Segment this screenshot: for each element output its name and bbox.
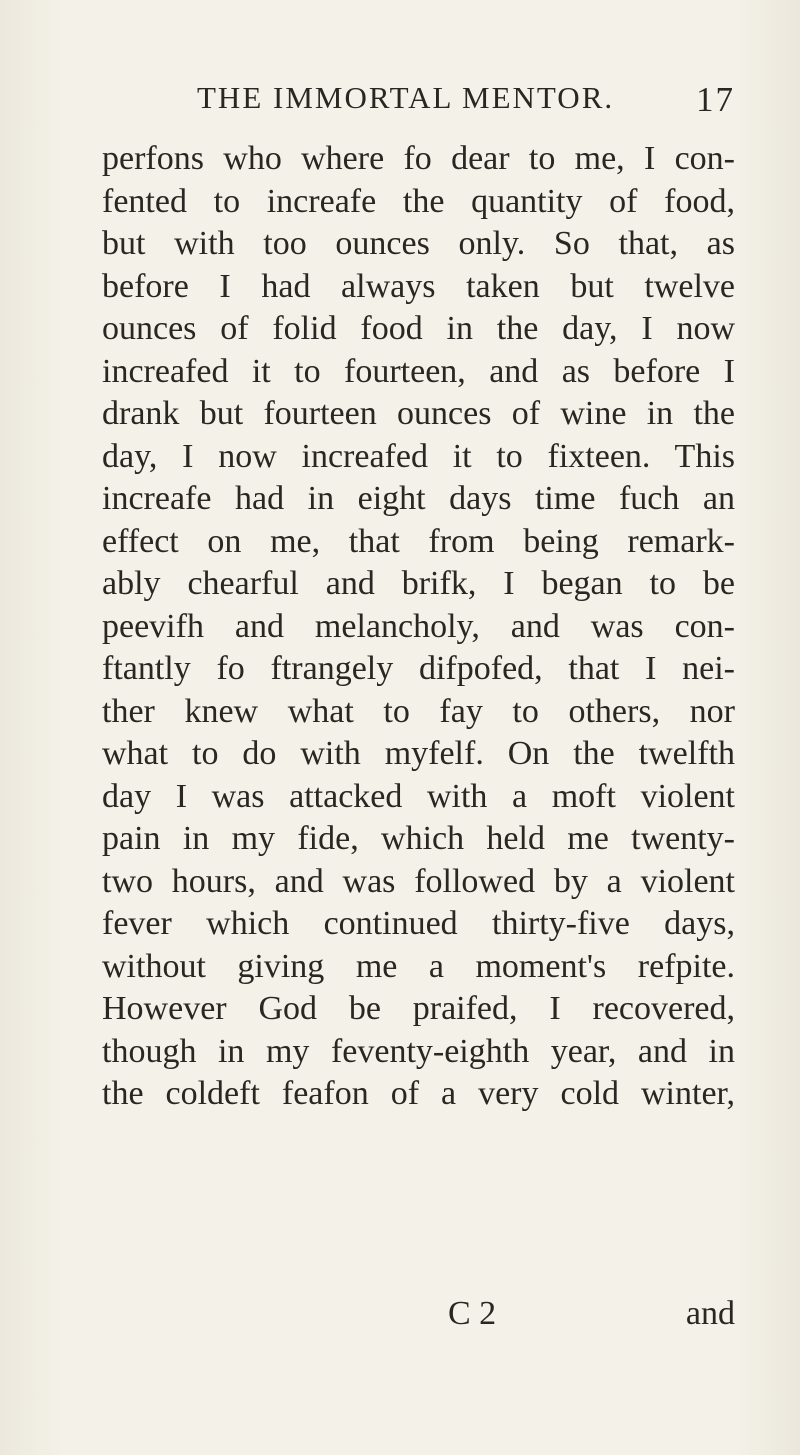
- text-line: without giving me a moment's refpite.: [102, 947, 735, 985]
- text-line: ftantly fo ftrangely difpofed, that I nei-: [102, 650, 735, 687]
- text-line: but with too ounces only. So that, as: [102, 225, 735, 262]
- running-header: [197, 80, 747, 120]
- text-line: ther knew what to fay to others, nor: [102, 692, 735, 730]
- text-line: what to do with myfelf. On the twelfth: [102, 735, 735, 772]
- signature-mark: C 2: [448, 1295, 497, 1332]
- text-line: drank but fourteen ounces of wine in the: [102, 395, 735, 432]
- text-line: the coldeft feafon of a very cold winter,: [102, 1075, 735, 1112]
- text-line: ably chearful and brifk, I began to be: [102, 565, 735, 602]
- text-line: day, I now increafed it to fixteen. This: [102, 437, 735, 475]
- text-line: before I had always taken but twelve: [102, 267, 735, 305]
- running-title: THE IMMORTAL MENTOR.: [197, 80, 615, 115]
- text-line: However God be praifed, I recovered,: [102, 990, 735, 1027]
- text-line: peevifh and melancholy, and was con-: [102, 607, 735, 645]
- text-line: though in my feventy-eighth year, and in: [102, 1032, 735, 1070]
- text-line: fever which continued thirty-five days,: [102, 905, 735, 942]
- text-line: perfons who where fo dear to me, I con-: [102, 140, 735, 177]
- text-line: effect on me, that from being remark-: [102, 522, 735, 560]
- text-line: day I was attacked with a moft violent: [102, 777, 735, 815]
- text-line: pain in my fide, which held me twenty-: [102, 820, 735, 857]
- text-line: fented to increafe the quantity of food,: [102, 182, 735, 220]
- text-line: increafed it to fourteen, and as before I: [102, 352, 735, 390]
- text-line: ounces of folid food in the day, I now: [102, 310, 735, 347]
- text-line: two hours, and was followed by a violent: [102, 862, 735, 900]
- page-number: 17: [696, 80, 735, 119]
- text-line: increafe had in eight days time fuch an: [102, 480, 735, 517]
- body-text: [102, 138, 735, 1116]
- catchword: and: [685, 1295, 735, 1332]
- page-footer: [102, 1295, 735, 1337]
